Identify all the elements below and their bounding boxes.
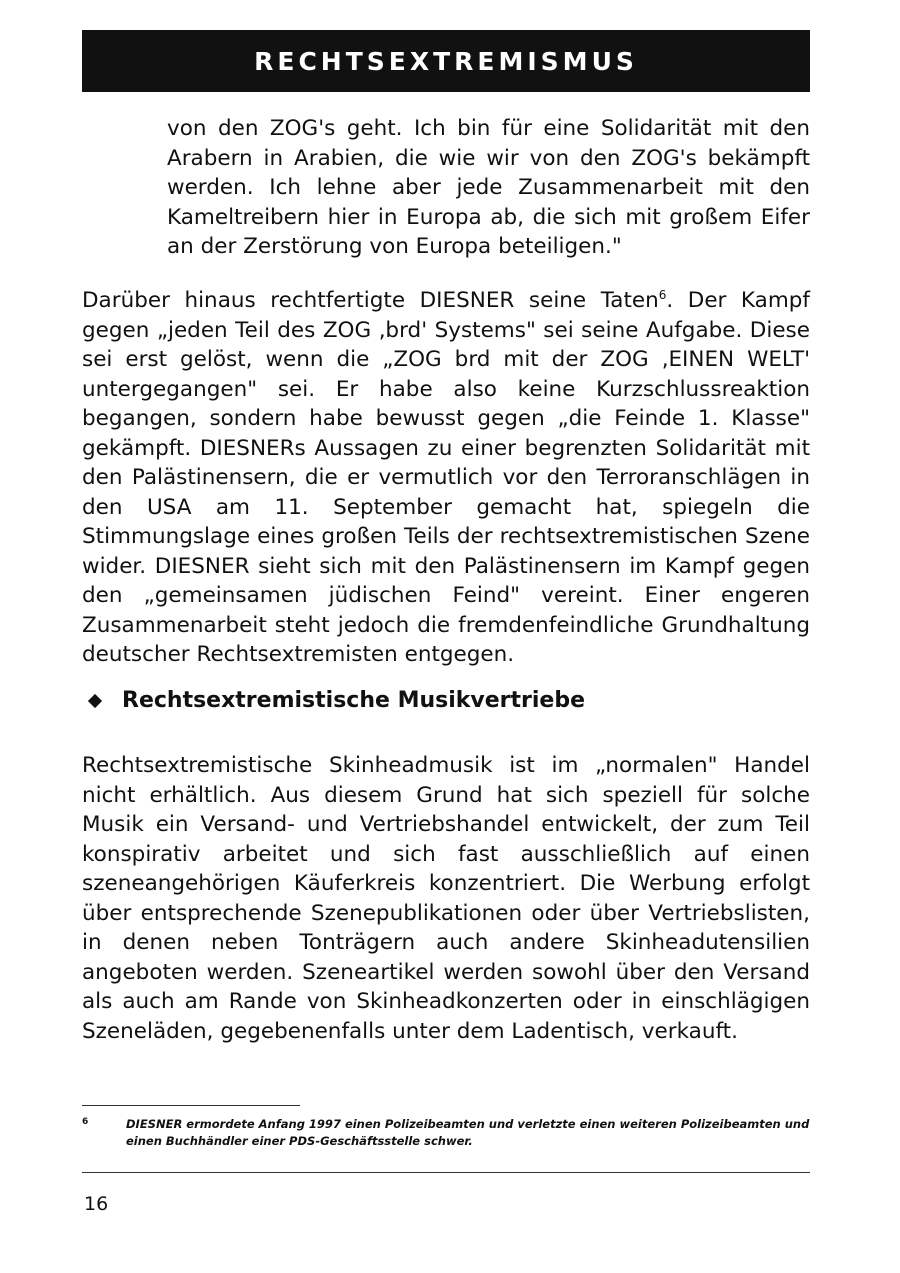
section-heading [82,688,810,713]
paragraph-1 [82,286,810,670]
page-number: 16 [84,1193,109,1215]
page-bottom-divider [82,1172,810,1173]
footnote-marker: 6 [82,1117,89,1127]
footnote-text: DIESNER ermordete Anfang 1997 einen Polizeibeamten und verletzte einen weiteren Polizeibeamten und einen Buchhändler einer PDS-Geschäftsstelle schwer. [126,1117,810,1148]
footnote-reference[interactable]: 6 [658,287,667,302]
section-heading-text: Rechtsextremistische Musikvertriebe [122,688,585,713]
paragraph-2: Rechtsextremistische Skinheadmusik ist im „normalen" Handel nicht erhältlich. Aus diesem Grund hat sich speziell für solche Musik ein Versand- und Vertriebshandel entwickelt, der zum Teil konspirativ arbeitet und sich fast ausschließlich auf einen szeneangehörigen Käuferkreis konzentriert. Die Werbung erfolgt über entsprechende Szenepublikationen oder über Vertriebslisten, in denen neben Tonträgern auch andere Skinheadutensilien angeboten werden. Szeneartikel werden sowohl über den Versand als auch am Rande von Skinheadkonzerten oder in einschlägigen Szeneläden, gegebenenfalls unter dem Ladentisch, verkauft. [82,753,810,1044]
footnote-divider [82,1105,300,1106]
paragraph-1-text-after: . Der Kampf gegen „jeden Teil des ZOG ‚brd' Systems" sei seine Aufgabe. Diese sei erst gelöst, wenn die „ZOG brd mit der ZOG ‚EINEN WELT' untergegangen" sei. Er habe also keine Kurzschlussreaktion begangen, sondern habe bewusst gegen „die Feinde 1. Klasse" gekämpft. DIESNERs Aussagen zu einer begrenzten Solidarität mit den Palästinensern, die er vermutlich vor den Terroranschlägen in den USA am 11. September gemacht hat, spiegeln die Stimmungslage eines großen Teils der rechtsextremistischen Szene wider. DIESNER sieht sich mit den Palästinensern im Kampf gegen den „gemeinsamen jüdischen Feind" vereint. Einer engeren Zusammenarbeit steht jedoch die fremdenfeindliche Grundhaltung deutscher Rechtsextremisten entgegen. [82,288,810,667]
quote-continuation: von den ZOG's geht. Ich bin für eine Solidarität mit den Arabern in Arabien, die wie wir von den ZOG's bekämpft werden. Ich lehne aber jede Zusammenarbeit mit den Kameltreibern hier in Europa ab, die sich mit großem Eifer an der Zerstörung von Europa beteiligen." [167,116,810,259]
diamond-icon [88,693,102,707]
paragraph-1-text-before: Darüber hinaus rechtfertigte DIESNER seine Taten [82,288,659,313]
header-title: RECHTSEXTREMISMUS [254,46,638,76]
footnote [82,1116,810,1150]
header-bar [82,30,810,92]
